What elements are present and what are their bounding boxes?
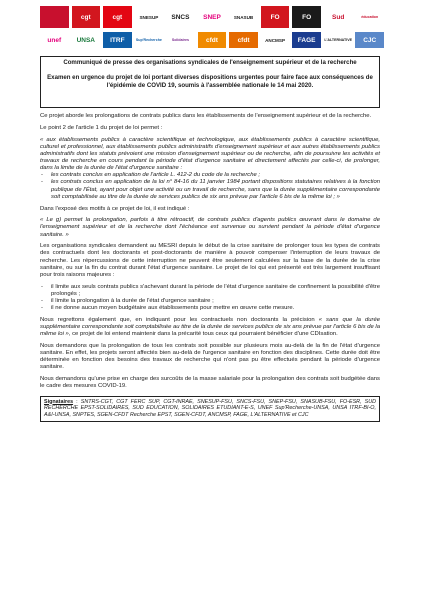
unsa-itrf-logo: ITRF	[103, 32, 132, 48]
header-line-1: Communiqué de presse des organisations syndicales de l'enseignement supérieur et de la recherche	[63, 59, 357, 66]
paragraph-intro: Ce projet aborde les prolongations de contrats publics dans les établissements de l'enseignement supérieur et de la recherche.	[40, 113, 372, 119]
quote-article-1: « aux établissements publics à caractère scientifique et technologique, aux établissements publics à caractère scientifique, culturel et professionnel, aux établissements publics administratifs d'enseignement supérieur et aux autres établissements publics administratifs dont les statuts prévoient une mission d'enseignement supérieur ou de recherche, afin de poursuivre les activités et travaux de recherche en cours pendant la période d'état d'urgence sanitaire et directement affectés par celle-ci, de prolonger, dans la limite de la durée de l'état d'urgence sanitaire :	[40, 136, 380, 172]
reasons-list	[40, 284, 380, 313]
paragraph-demands: Les organisations syndicales demandent au MESRI depuis le début de la crise sanitaire de prolonger tous les types de contrats des contractuels dont les doctorants et post-doctorants de manière à pouvoir compenser l'interruption de leurs travaux de recherche. Les répercussions de cette interruption ne peuvent être seulement calculées sur la base de la durée de la crise sanitaire, ou sur la fin du contrat durant l'état d'urgence sanitaire. Le projet de loi qui est présenté est très largement insuffisant pour trois raisons majeures :	[40, 243, 380, 278]
list-item: - les contrats conclus en application de l'article L. 412-2 du code de la recherche ;	[40, 172, 380, 179]
fo-logo: FO	[261, 6, 290, 28]
fage-logo: FAGE	[292, 32, 321, 48]
union-logos-banner	[0, 0, 424, 52]
sud-education-logo: éducation	[355, 6, 384, 28]
paragraph-budget: Nous demandons qu'une prise en charge des surcoûts de la masse salariale pour la prolongation des contrats soit budgétée dans le cadre des mesures COVID-19.	[40, 376, 380, 390]
list-item: - il ne donne aucun moyen budgétaire aux établissements pour mettre en œuvre cette mesure.	[40, 305, 380, 312]
sgen-cfdt-logo: cfdt	[198, 32, 227, 48]
list-item: - les contrats conclus en application de la loi n° 84-16 du 11 janvier 1984 portant dispositions statutaires relatives à la fonction publique de l'État, ayant pour objet une activité ou un travail de recherche, sans que la durée supplémentaire correspondante soit comptabilisée au titre de la durée de services publics de six ans prévue par l'article 6 bis de la même loi ; »	[40, 179, 380, 200]
cgt-logo: cgt	[72, 6, 101, 28]
sncs-fsu-logo: SNCS	[166, 6, 195, 28]
snesup-fsu-logo-red	[40, 6, 69, 28]
press-release-header	[40, 56, 380, 108]
sgen-cfdt-recherche-logo: cfdt	[229, 32, 258, 48]
signatories-box: Signataires : SNTRS-CGT, CGT FERC SUP, CGT-INRAE, SNESUP-FSU, SNCS-FSU, SNEP-FSU, SNASUB-FSU, FO-ESR, SUD RECHERCHE EPST-SOLIDAIRES, SUD EDUCATION, SOLIDAIRES ETUDIANT-E-S, UNEF Sup'Recherche-UNSA, UNSA ITRF-BI-O, A&I-UNSA, SNPTES, SGEN-CFDT Recherche EPST, SGEN-CFDT, ANCMSP, FAGE, L'ALTERNATIVE et CJC	[40, 396, 380, 422]
paragraph-article-ref: Le point 2 de l'article 1 du projet de loi permet :	[40, 124, 163, 131]
unef-logo: unef	[40, 32, 69, 48]
unsa-logo: UNSA	[72, 32, 101, 48]
ancmsp-logo: ANCMSP	[261, 32, 290, 48]
quote-expose-motifs: « Le g) permet la prolongation, parfois à titre rétroactif, de contrats publics d'agents publics œuvrant dans le domaine de l'enseignement supérieur et de la recherche dont l'échéance est survenue ou survient pendant la période d'état d'urgence sanitaire. »	[40, 217, 380, 238]
snesup-fsu-logo: SNESUP	[135, 6, 164, 28]
snasub-fsu-logo: SNASUB	[229, 6, 258, 28]
solidaires-etudiant-logo: Solidaires	[166, 32, 195, 48]
sud-logo: Sud	[324, 6, 353, 28]
list-item: - il limite aux seuls contrats publics s'achevant durant la période de l'état d'urgence sanitaire de confinement la possibilité d'être prolongés ;	[40, 284, 380, 298]
signatories-label: Signataires	[44, 398, 74, 405]
paragraph-prolongation: Nous demandons que la prolongation de tous les contrats soit possible sur plusieurs mois au-delà de la fin de l'état d'urgence sanitaire. En effet, les projets seront affectés bien au-delà de l'urgence sanitaire en fonction des disciplines. Cette durée doit être déterminée en fonction des besoins des travaux de recherche qui n'ont pas pu être effectués pendant la période d'urgence sanitaire.	[40, 342, 380, 371]
signatories-list: SNTRS-CGT, CGT FERC SUP, CGT-INRAE, SNESUP-FSU, SNCS-FSU, SNEP-FSU, SNASUB-FSU, FO-ESR, SUD RECHERCHE EPST-SOLIDAIRES, SUD EDUCATION, SOLIDAIRES ETUDIANT-E-S, UNEF Sup'Recherche-UNSA, UNSA ITRF-BI-O, A&I-UNSA, SNPTES, SGEN-CFDT Recherche EPST, SGEN-CFDT, ANCMSP, FAGE, L'ALTERNATIVE et CJC	[44, 398, 377, 419]
snep-fsu-logo: SNEP	[198, 6, 227, 28]
paragraph-expose: Dans l'exposé des motifs à ce projet de loi, il est indiqué :	[40, 205, 190, 212]
contracts-list	[40, 172, 380, 201]
sup-recherche-unsa-logo: Sup'Recherche	[135, 32, 164, 48]
cjc-logo: CJC	[355, 32, 384, 48]
list-item: - il limite la prolongation à la durée de l'état d'urgence sanitaire ;	[40, 298, 380, 305]
paragraph-regret: Nous regrettons également que, en indiquant pour les contractuels non doctorants la précision « sans que la durée supplémentaire correspondante soit comptabilisée au titre de la durée de services publics de six ans prévue par l'article 6 bis de la même loi », ce projet de loi entend maintenir dans la précarité tous ceux qui pourraient bénéficier d'une CDIsation.	[40, 316, 381, 338]
header-line-2: Examen en urgence du projet de loi portant diverses dispositions urgentes pour faire face aux conséquences de l'épidémie de COVID 19, soumis à l'assemblée nationale le 14 mai 2020.	[47, 74, 373, 89]
document-body	[40, 113, 380, 422]
fo-esr-logo: FO	[292, 6, 321, 28]
cgt-ferc-logo: cgt	[103, 6, 132, 28]
alternative-logo: L'ALTERNATIVE	[324, 32, 353, 48]
